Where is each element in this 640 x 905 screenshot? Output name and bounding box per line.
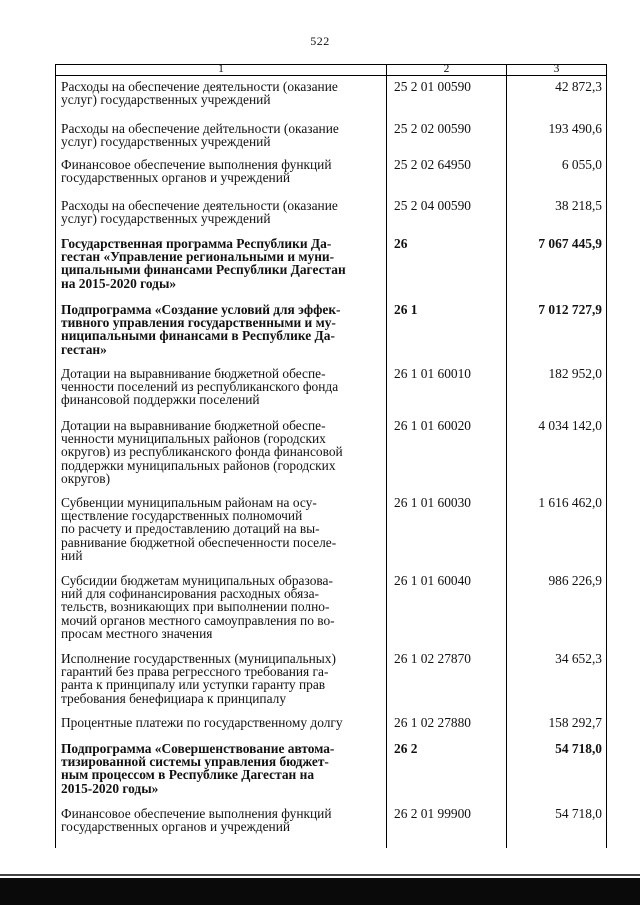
row-amount: 54 718,0 [555, 741, 602, 756]
row-name: Расходы на обеспечение деятельности (оказание услуг) государственных учреждений [61, 79, 338, 108]
row-name: Дотации на выравнивание бюджетной обеспе- ченности муниципальных районов (городских округов) из республиканского фонда финансовой поддержки муниципальных районов (городских округов) [61, 418, 343, 486]
row-code: 26 1 01 60040 [394, 573, 471, 588]
row-name: Процентные платежи по государственному долгу [61, 715, 343, 730]
row-code: 26 1 02 27880 [394, 715, 471, 730]
row-amount: 182 952,0 [548, 366, 602, 381]
row-name: Субвенции муниципальным районам на осу- ществление государственных полномочий по расчету и предоставлению дотаций на вы- равнивание бюджетной обеспеченности поселе- ний [61, 495, 337, 563]
row-amount: 158 292,7 [548, 715, 602, 730]
table-header-border [55, 75, 607, 76]
row-amount: 986 226,9 [548, 573, 602, 588]
row-name: Финансовое обеспечение выполнения функций государственных органов и учреждений [61, 157, 332, 186]
row-code: 26 1 01 60010 [394, 366, 471, 381]
row-name: Субсидии бюджетам муниципальных образова- ний для софинансирования расходных обяза- тельств, возникающих при выполнении полно- мочий органов местного самоуправления по во- просам местного значения [61, 573, 335, 641]
row-name: Расходы на обеспечение дейтельности (оказание услуг) государственных учреждений [61, 121, 339, 150]
row-code: 26 1 01 60020 [394, 418, 471, 433]
row-amount: 193 490,6 [548, 121, 602, 136]
row-code: 26 2 [394, 741, 418, 756]
row-amount: 7 012 727,9 [538, 302, 602, 317]
row-code: 25 2 02 00590 [394, 121, 471, 136]
row-name: Подпрограмма «Создание условий для эффек- тивного управления государственными и му- ниципальными финансами в Республике Да- гестан» [61, 302, 341, 357]
row-amount: 4 034 142,0 [538, 418, 602, 433]
table-left-border [55, 64, 56, 848]
column-header-2: 2 [443, 63, 450, 75]
row-name: Исполнение государственных (муниципальных) гарантий без права регрессного требования га- ранта к принципалу или уступки гаранту прав требования бенефициара к принципалу [61, 651, 336, 706]
table-column-divider [386, 64, 387, 848]
row-amount: 42 872,3 [555, 79, 602, 94]
scan-bottom-edge [0, 878, 640, 905]
row-amount: 54 718,0 [555, 806, 602, 821]
row-amount: 7 067 445,9 [538, 236, 602, 251]
row-name: Государственная программа Республики Да- гестан «Управление региональными и муни- ципальными финансами Республики Дагестан на 2015-2020 годы» [61, 236, 346, 291]
row-amount: 6 055,0 [561, 157, 602, 172]
column-header-3: 3 [553, 63, 560, 75]
row-amount: 34 652,3 [555, 651, 602, 666]
row-name: Финансовое обеспечение выполнения функций государственных органов и учреждений [61, 806, 332, 835]
table-column-divider [506, 64, 507, 848]
row-code: 26 1 [394, 302, 418, 317]
row-amount: 1 616 462,0 [538, 495, 602, 510]
row-code: 26 1 01 60030 [394, 495, 471, 510]
row-name: Подпрограмма «Совершенствование автома- тизированной системы управления бюджет- ным процессом в Республике Дагестан на 2015-2020 годы» [61, 741, 335, 796]
row-code: 26 1 02 27870 [394, 651, 471, 666]
row-amount: 38 218,5 [555, 198, 602, 213]
row-code: 26 [394, 236, 408, 251]
row-code: 25 2 02 64950 [394, 157, 471, 172]
row-name: Расходы на обеспечение деятельности (оказание услуг) государственных учреждений [61, 198, 338, 227]
column-header-1: 1 [218, 63, 224, 75]
row-code: 26 2 01 99900 [394, 806, 471, 821]
row-code: 25 2 01 00590 [394, 79, 471, 94]
row-code: 25 2 04 00590 [394, 198, 471, 213]
row-name: Дотации на выравнивание бюджетной обеспе- ченности поселений из республиканского фонда финансовой поддержки поселений [61, 366, 339, 408]
page-number: 522 [310, 34, 330, 48]
table-right-border [606, 64, 607, 848]
